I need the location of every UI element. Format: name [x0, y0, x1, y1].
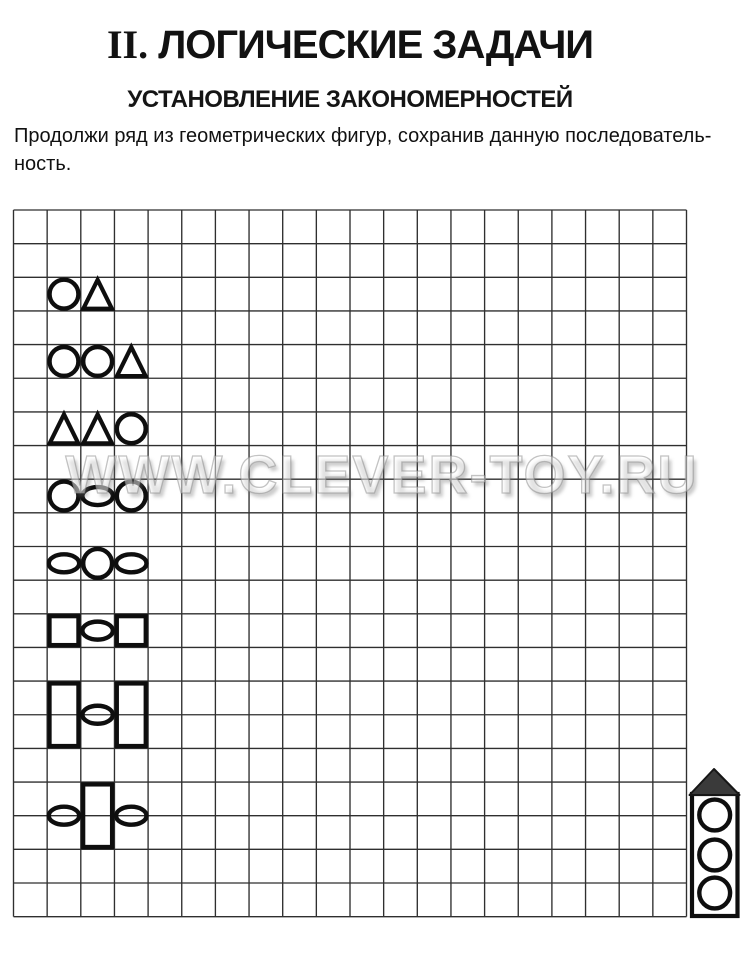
figure-triangle	[50, 414, 79, 443]
tower-circle	[699, 800, 730, 831]
figure-ellipse	[49, 554, 79, 572]
figure-triangle	[83, 280, 112, 309]
figure-square	[50, 616, 79, 645]
figure-circle	[50, 347, 79, 376]
figure-ellipse	[116, 554, 146, 572]
tower-circle	[699, 878, 730, 909]
figure-ellipse	[82, 622, 112, 640]
title-text: ЛОГИЧЕСКИЕ ЗАДАЧИ	[148, 23, 594, 67]
figure-triangle	[83, 414, 112, 443]
figure-circle	[83, 549, 112, 578]
figure-circle	[50, 280, 79, 309]
instruction-line-1: Продолжи ряд из геометрических фигур, сохранив данную последователь-	[14, 125, 712, 147]
figure-ellipse	[82, 487, 112, 505]
watermark: WWW.CLEVER-TOY.RU	[65, 445, 699, 505]
tower-roof-triangle	[690, 769, 740, 795]
figure-circle	[83, 347, 112, 376]
figure-square	[117, 616, 146, 645]
figure-circle	[50, 482, 79, 511]
section-subtitle: УСТАНОВЛЕНИЕ ЗАКОНОМЕРНОСТЕЙ	[127, 86, 573, 113]
figure-circle	[117, 482, 146, 511]
tower-circle	[699, 840, 730, 871]
figure-circle	[117, 414, 146, 443]
instruction-line-2: ность.	[14, 152, 72, 175]
figure-triangle	[117, 347, 146, 376]
title-roman-numeral: II.	[106, 22, 149, 67]
